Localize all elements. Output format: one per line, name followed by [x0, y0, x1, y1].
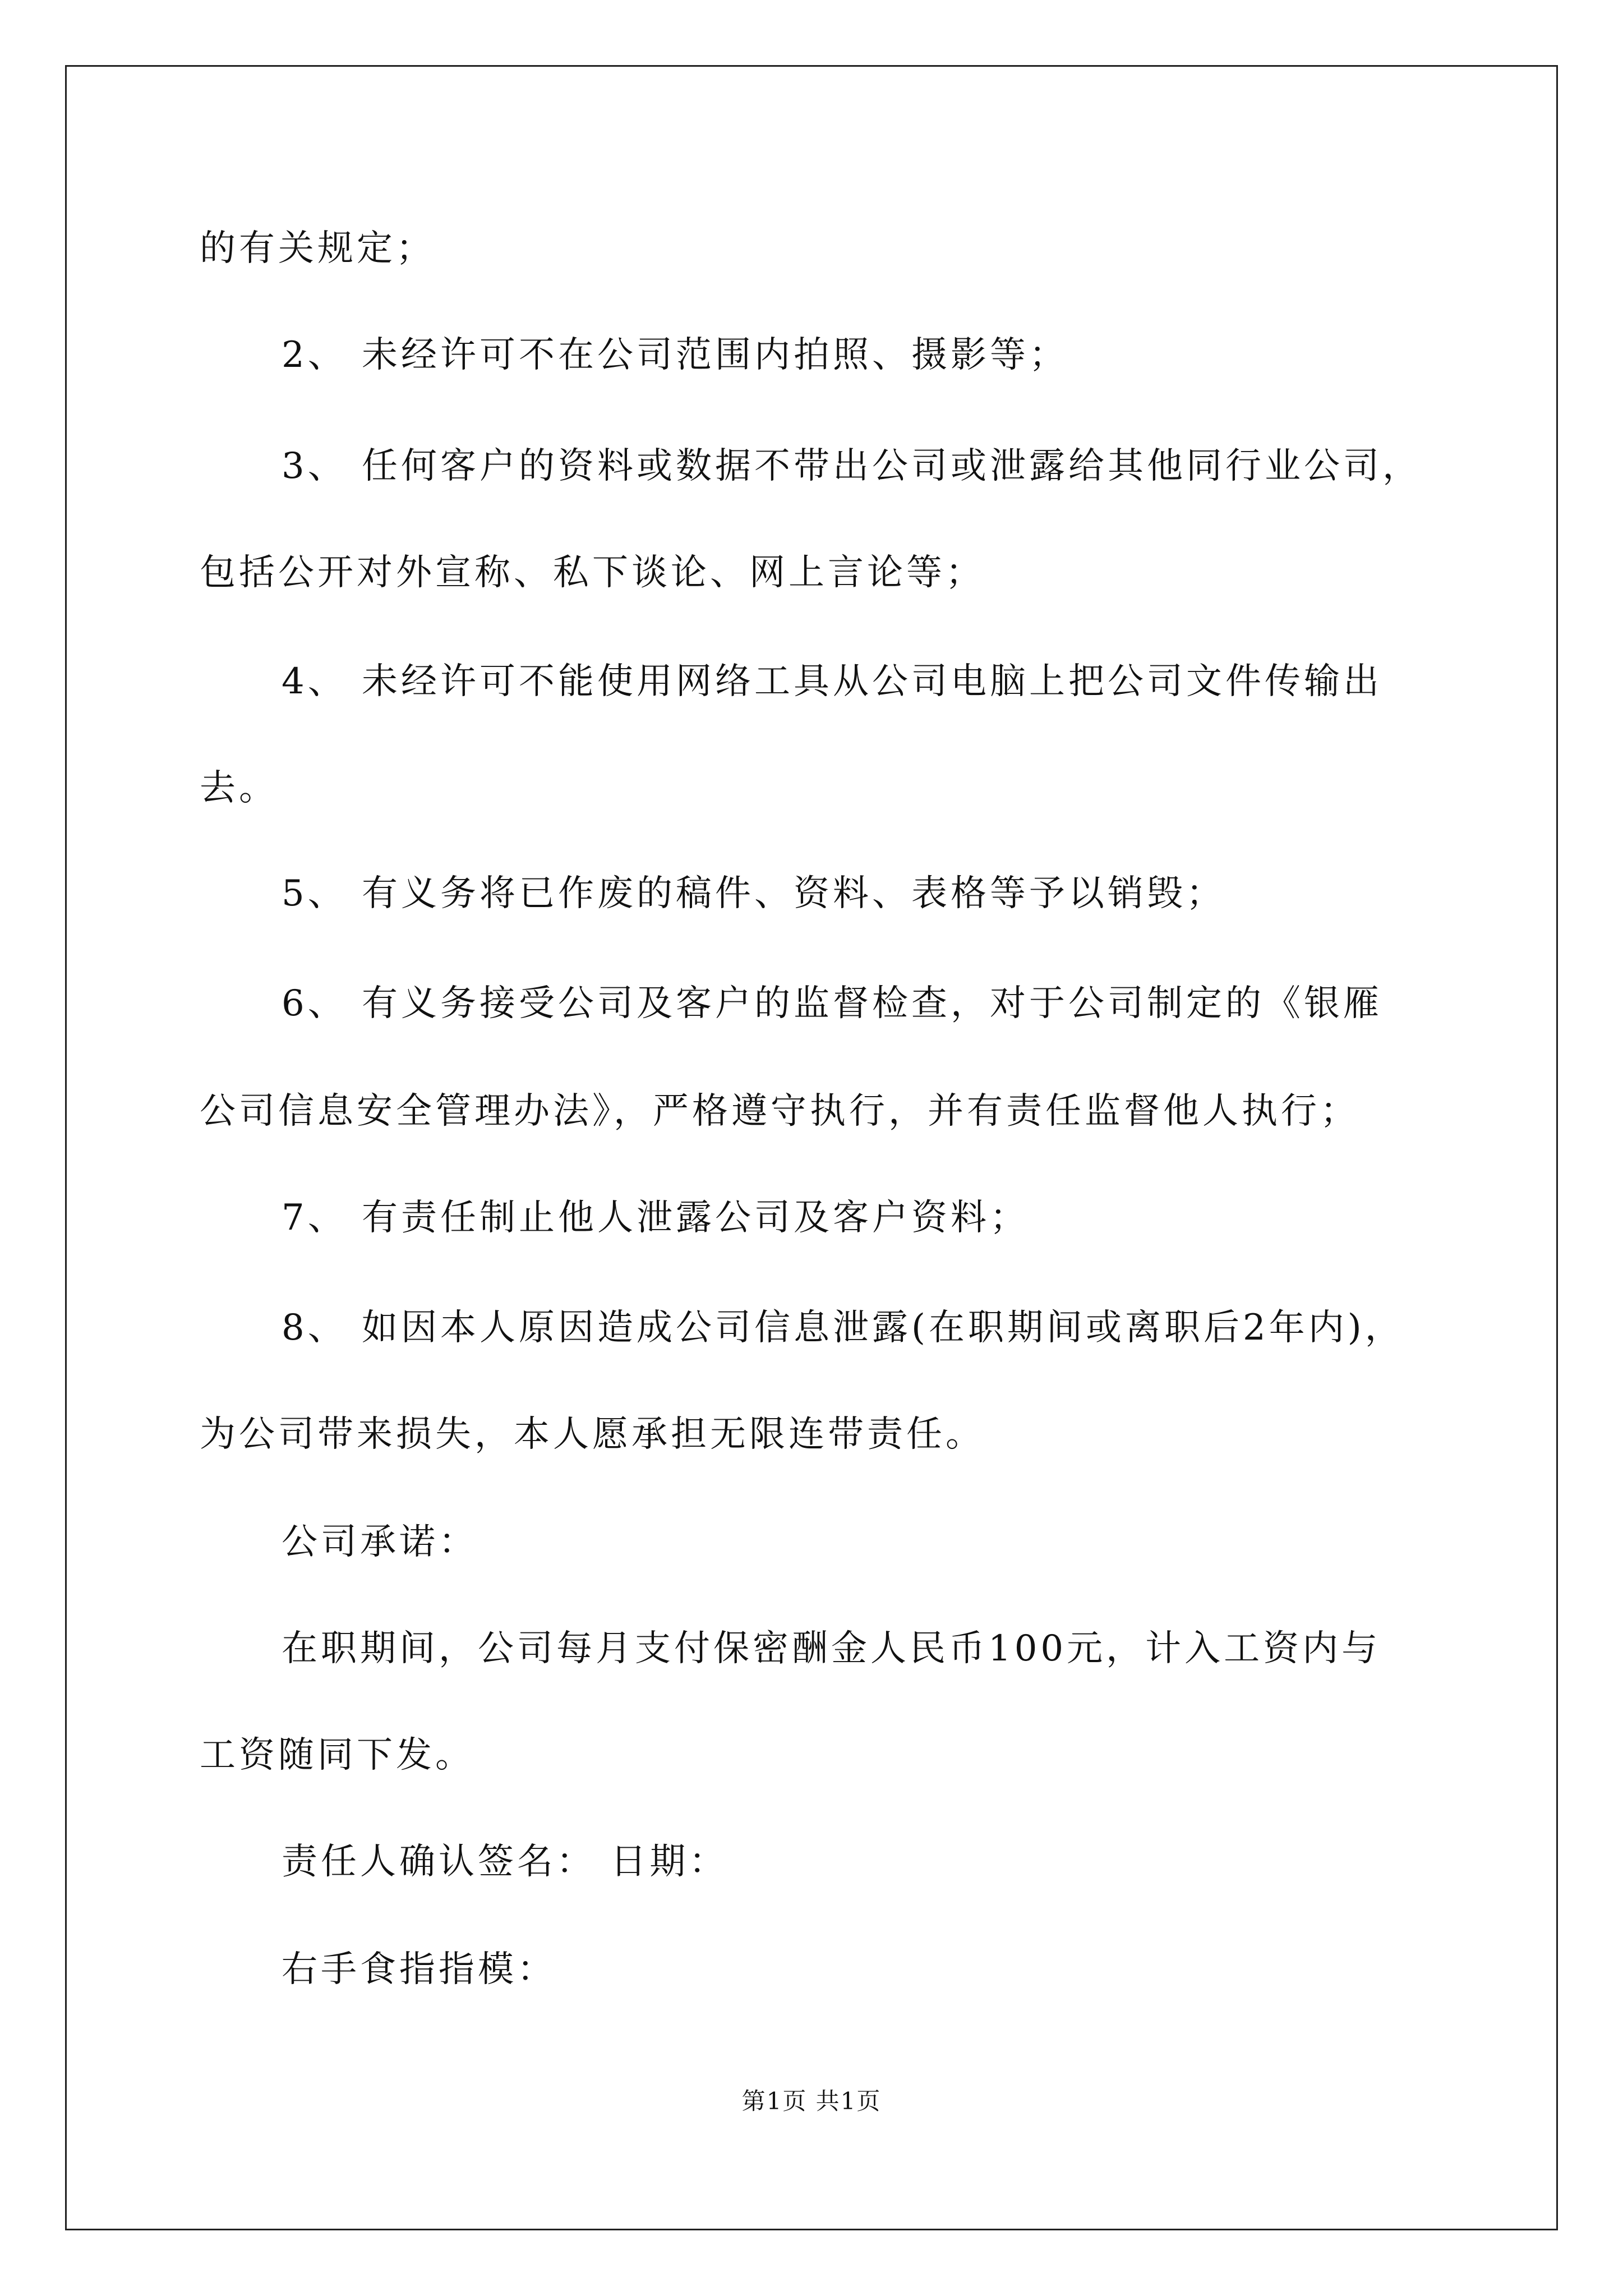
text-line-4: 包括公开对外宣称、私下谈论、网上言论等； [200, 552, 985, 593]
text-line-10: 7、 有责任制止他人泄露公司及客户资料； [282, 1197, 1030, 1239]
text-line-1: 的有关规定； [200, 228, 435, 269]
text-line-2: 2、 未经许可不在公司范围内拍照、摄影等； [282, 334, 1069, 376]
text-line-12: 为公司带来损失，本人愿承担无限连带责任。 [200, 1414, 985, 1455]
text-line-3: 3、 任何客户的资料或数据不带出公司或泄露给其他同行业公司， [282, 445, 1422, 487]
text-line-11: 8、 如因本人原因造成公司信息泄露(在职期间或离职后2年内)， [282, 1307, 1404, 1349]
text-line-5: 4、 未经许可不能使用网络工具从公司电脑上把公司文件传输出 [282, 661, 1383, 702]
text-line-15: 工资随同下发。 [200, 1734, 474, 1776]
text-line-7: 5、 有义务将已作废的稿件、资料、表格等予以销毁； [282, 873, 1226, 914]
text-line-14: 在职期间，公司每月支付保密酬金人民币100元，计入工资内与 [282, 1628, 1381, 1669]
text-line-6: 去。 [200, 767, 278, 809]
text-line-16: 责任人确认签名： 日期： [282, 1841, 728, 1883]
text-line-8: 6、 有义务接受公司及客户的监督检查，对于公司制定的《银雁 [282, 983, 1383, 1024]
text-line-17: 右手食指指模： [282, 1949, 556, 1990]
text-line-13: 公司承诺： [282, 1521, 478, 1563]
page-border [65, 65, 1558, 2230]
page-footer: 第1页 共1页 [741, 2087, 882, 2115]
text-line-9: 公司信息安全管理办法》，严格遵守执行，并有责任监督他人执行； [200, 1091, 1359, 1132]
